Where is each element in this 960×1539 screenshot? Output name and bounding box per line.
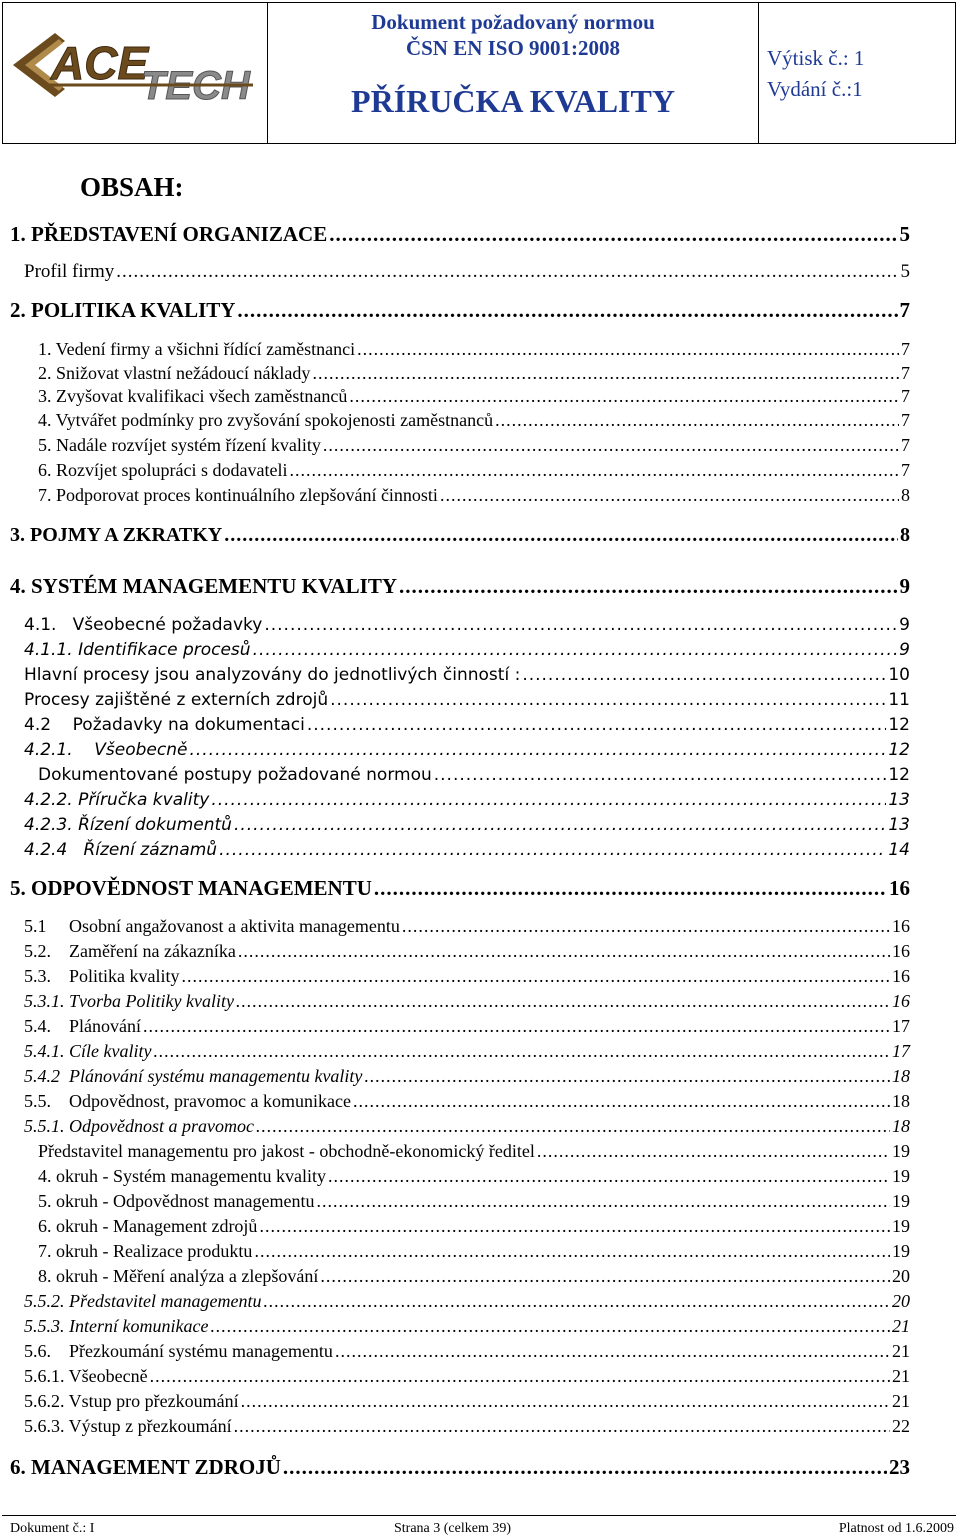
toc-entry[interactable] xyxy=(38,435,910,456)
toc-entry-leader xyxy=(357,339,899,360)
toc-entry-page: 19 xyxy=(892,1166,910,1186)
toc-entry-page: 7 xyxy=(901,386,910,406)
toc-entry[interactable] xyxy=(38,460,910,481)
toc-entry-page: 19 xyxy=(892,1216,910,1236)
toc-entry-page: 16 xyxy=(889,876,910,900)
svg-text:TECH: TECH xyxy=(141,64,250,108)
toc-entry-leader xyxy=(320,1266,890,1287)
toc-entry[interactable] xyxy=(24,690,910,710)
toc-entry-title: 1. PŘEDSTAVENÍ ORGANIZACE xyxy=(10,222,328,246)
toc-entry-title: Profil firmy xyxy=(24,261,115,282)
toc-entry[interactable] xyxy=(38,363,910,384)
header-title: PŘÍRUČKA KVALITY xyxy=(351,83,675,119)
toc-entry[interactable] xyxy=(10,574,910,599)
toc-entry[interactable] xyxy=(38,1216,910,1237)
toc-entry-page: 17 xyxy=(892,1016,910,1036)
toc-entry-leader xyxy=(182,966,891,987)
toc-entry[interactable] xyxy=(38,410,910,431)
toc-entry[interactable] xyxy=(24,1341,910,1362)
toc-entry-leader xyxy=(234,815,886,835)
toc-entry[interactable] xyxy=(38,1266,910,1287)
toc-entry-page: 10 xyxy=(888,665,910,685)
toc-entry-page: 22 xyxy=(892,1416,910,1436)
toc-entry-leader xyxy=(335,1341,890,1362)
svg-text:ACE: ACE xyxy=(51,37,149,89)
toc-entry-page: 16 xyxy=(892,966,910,986)
toc-entry-leader xyxy=(329,222,897,247)
toc-entry-page: 12 xyxy=(888,740,910,760)
header-issue: Výtisk č.: 1 xyxy=(767,46,865,70)
toc-entry-leader xyxy=(210,1316,890,1337)
footer-doc: Dokument č.: I xyxy=(10,1521,95,1536)
toc-entry-leader xyxy=(353,1091,890,1112)
toc-entry-leader xyxy=(364,1066,890,1087)
toc-entry[interactable] xyxy=(24,665,910,685)
toc-entry-leader xyxy=(254,1241,890,1262)
toc-entry-leader xyxy=(264,615,897,635)
toc-entry-page: 20 xyxy=(892,1266,910,1286)
toc-entry-leader xyxy=(283,1455,887,1480)
toc-entry[interactable] xyxy=(24,991,910,1012)
toc-entry-title: 5. okruh - Odpovědnost managementu xyxy=(38,1191,315,1211)
toc-entry-page: 11 xyxy=(888,690,910,710)
toc-entry-page: 8 xyxy=(900,524,910,546)
toc-entry[interactable] xyxy=(24,1016,910,1037)
toc-entry-page: 20 xyxy=(892,1291,910,1311)
toc-entry[interactable] xyxy=(10,876,910,901)
ace-tech-logo-icon xyxy=(3,3,267,143)
company-logo xyxy=(3,3,268,143)
toc-entry-title: 4. okruh - Systém managementu kvality xyxy=(38,1166,326,1186)
toc-entry-title: 5.6.2. Vstup pro přezkoumání xyxy=(24,1391,239,1411)
toc-entry-leader xyxy=(224,524,898,547)
header-doc-line1: Dokument požadovaný normou xyxy=(371,10,655,34)
toc-entry[interactable] xyxy=(38,1141,910,1162)
toc-entry-title: 2. Snižovat vlastní nežádoucí náklady xyxy=(38,363,311,383)
toc-entry-title: 5.6.3. Výstup z přezkoumání xyxy=(24,1416,232,1436)
toc-entry[interactable] xyxy=(24,1366,910,1387)
toc-entry-leader xyxy=(219,840,886,860)
toc-entry-page: 19 xyxy=(892,1241,910,1261)
toc-entry[interactable] xyxy=(38,485,910,506)
toc-entry[interactable] xyxy=(24,1416,910,1437)
toc-entry-leader xyxy=(211,790,886,810)
toc-entry[interactable] xyxy=(38,1191,910,1212)
toc-entry-title: 7. Podporovat proces kontinuálního zlepšování činnosti xyxy=(38,485,438,505)
toc-entry-title: 5.5.1. Odpovědnost a pravomoc xyxy=(24,1116,254,1136)
toc-entry-page: 9 xyxy=(899,640,910,660)
toc-entry-title: 5.4.2 Plánování systému managementu kvality xyxy=(24,1066,363,1086)
header-doc-line2: ČSN EN ISO 9001:2008 xyxy=(405,36,621,60)
toc-entry-title: 4.2.4 Řízení záznamů xyxy=(24,840,218,860)
toc-entry-title: 5. ODPOVĚDNOST MANAGEMENTU xyxy=(10,876,372,900)
toc-entry[interactable] xyxy=(10,524,910,547)
toc-entry-title: 5.5.2. Představitel managementu xyxy=(24,1291,262,1311)
toc-entry[interactable] xyxy=(24,261,910,283)
toc-entry-page: 18 xyxy=(892,1091,910,1111)
toc-entry[interactable] xyxy=(10,1455,910,1480)
toc-entry-title: 5.6. Přezkoumání systému managementu xyxy=(24,1341,333,1361)
toc-entry-title: 5.5. Odpovědnost, pravomoc a komunikace xyxy=(24,1091,351,1111)
toc-entry-title: 3. Zvyšovat kvalifikaci všech zaměstnanců xyxy=(38,386,348,406)
toc-entry-title: 6. MANAGEMENT ZDROJŮ xyxy=(10,1455,281,1479)
toc-entry[interactable] xyxy=(24,815,910,835)
toc-entry-title: 7. okruh - Realizace produktu xyxy=(38,1241,253,1261)
toc-entry-page: 17 xyxy=(892,1041,910,1061)
toc-entry-page: 7 xyxy=(899,298,910,322)
toc-entry-title: 4. Vytvářet podmínky pro zvyšování spokojenosti zaměstnanců xyxy=(38,410,494,430)
toc-entry[interactable] xyxy=(10,298,910,323)
toc-entry-leader xyxy=(374,876,887,901)
toc-entry[interactable] xyxy=(24,916,910,937)
toc-entry-title: 2. POLITIKA KVALITY xyxy=(10,298,236,322)
toc-entry-leader xyxy=(328,1166,890,1187)
toc-entry[interactable] xyxy=(10,222,910,247)
toc-entry-title: Představitel managementu pro jakost - obchodně-ekonomický ředitel xyxy=(38,1141,535,1161)
toc-entry[interactable] xyxy=(24,1066,910,1087)
toc-entry-leader xyxy=(312,363,899,384)
toc-entry-page: 12 xyxy=(888,765,910,785)
toc-entry-title: 4.2 Požadavky na dokumentaci xyxy=(24,715,305,735)
footer-valid: Platnost od 1.6.2009 xyxy=(838,1521,954,1536)
toc-entry-leader xyxy=(253,640,898,660)
toc-entry-leader xyxy=(153,1041,890,1062)
toc-entry-title: 5.5.3. Interní komunikace xyxy=(24,1316,209,1336)
toc-entry-leader xyxy=(330,690,886,710)
toc-entry-leader xyxy=(241,1391,890,1412)
toc-entry-title: Hlavní procesy jsou analyzovány do jednotlivých činností : xyxy=(24,665,521,685)
toc-entry[interactable] xyxy=(24,1291,910,1312)
toc-entry-leader xyxy=(256,1116,890,1137)
toc-entry-page: 16 xyxy=(892,941,910,961)
toc-entry-page: 16 xyxy=(892,916,910,936)
toc-entry[interactable] xyxy=(24,840,910,860)
toc-entry-page: 7 xyxy=(901,339,910,359)
toc-entry[interactable] xyxy=(38,1241,910,1262)
toc-entry-leader xyxy=(143,1016,890,1037)
toc-entry-title: 5.3. Politika kvality xyxy=(24,966,180,986)
toc-entry-page: 14 xyxy=(888,840,910,860)
toc-entry-leader xyxy=(434,765,887,785)
footer-page: Strana 3 (celkem 39) xyxy=(394,1521,512,1536)
toc-entry-title: 6. Rozvíjet spolupráci s dodavateli xyxy=(38,460,288,480)
toc-entry[interactable] xyxy=(24,790,910,810)
toc-entry-leader xyxy=(495,410,899,431)
toc-entry[interactable] xyxy=(24,640,910,660)
toc-entry-title: 4.2.2. Příručka kvality xyxy=(24,790,210,810)
toc-entry-leader xyxy=(150,1366,890,1387)
toc-entry-title: 4.2.3. Řízení dokumentů xyxy=(24,815,232,835)
toc-entry-title: 5.1 Osobní angažovanost a aktivita managementu xyxy=(24,916,400,936)
toc-entry-page: 16 xyxy=(892,991,910,1011)
toc-entry-page: 7 xyxy=(901,460,910,480)
toc-entry-title: 4.1. Všeobecné požadavky xyxy=(24,615,263,635)
toc-entry[interactable] xyxy=(24,1391,910,1412)
toc-entry[interactable] xyxy=(24,1091,910,1112)
toc-entry-leader xyxy=(323,435,899,456)
toc-entry-page: 18 xyxy=(892,1066,910,1086)
toc-entry-leader xyxy=(316,1191,890,1212)
toc-entry-page: 19 xyxy=(892,1141,910,1161)
header-right xyxy=(759,3,955,143)
toc-entry-page: 8 xyxy=(901,485,910,505)
toc-entry-title: 5.4. Plánování xyxy=(24,1016,141,1036)
toc-entry-title: 4.1.1. Identifikace procesů xyxy=(24,640,251,660)
toc-entry-title: 8. okruh - Měření analýza a zlepšování xyxy=(38,1266,319,1286)
toc-entry-title: 5.4.1. Cíle kvality xyxy=(24,1041,152,1061)
toc-entry-page: 18 xyxy=(892,1116,910,1136)
toc-entry-title: 5. Nadále rozvíjet systém řízení kvality xyxy=(38,435,321,455)
toc-entry-leader xyxy=(259,1216,890,1237)
toc-entry-title: 3. POJMY A ZKRATKY xyxy=(10,524,223,546)
toc-entry[interactable] xyxy=(38,1166,910,1187)
toc-entry[interactable] xyxy=(24,715,910,735)
toc-entry-page: 13 xyxy=(888,790,910,810)
toc-entry-page: 7 xyxy=(901,435,910,455)
toc-entry-leader xyxy=(440,485,899,506)
toc-entry[interactable] xyxy=(24,1316,910,1337)
toc-entry-page: 5 xyxy=(900,261,910,282)
toc-entry-leader xyxy=(289,460,899,481)
toc-entry-title: 5.6.1. Všeobecně xyxy=(24,1366,148,1386)
toc-entry-leader xyxy=(522,665,886,685)
toc-entry[interactable] xyxy=(24,1041,910,1062)
toc-entry-leader xyxy=(237,298,897,323)
toc-entry-page: 9 xyxy=(899,574,910,598)
toc-entry-leader xyxy=(263,1291,890,1312)
toc-entry[interactable] xyxy=(24,941,910,962)
toc-entry-leader xyxy=(537,1141,890,1162)
toc-entry-leader xyxy=(349,386,899,407)
toc-heading: OBSAH: xyxy=(80,172,184,202)
toc-entry-leader xyxy=(307,715,887,735)
toc-entry[interactable] xyxy=(38,386,910,407)
toc-entry-page: 12 xyxy=(888,715,910,735)
toc-entry-page: 21 xyxy=(892,1316,910,1336)
toc-entry-page: 21 xyxy=(892,1341,910,1361)
toc-entry-title: 5.2. Zaměření na zákazníka xyxy=(24,941,236,961)
toc-entry-title: 4. SYSTÉM MANAGEMENTU KVALITY xyxy=(10,574,397,598)
toc-entry-leader xyxy=(189,740,886,760)
toc-entry-page: 5 xyxy=(899,222,910,246)
toc-entry[interactable] xyxy=(24,966,910,987)
document-footer xyxy=(2,1515,956,1536)
toc-entry[interactable] xyxy=(24,1116,910,1137)
header-center xyxy=(268,3,759,143)
toc-entry-page: 21 xyxy=(892,1391,910,1411)
toc-entry-page: 13 xyxy=(888,815,910,835)
toc-entry-leader xyxy=(116,261,898,283)
toc-entry-title: 1. Vedení firmy a všichni řídící zaměstnanci xyxy=(38,339,356,359)
toc-entry-leader xyxy=(236,991,890,1012)
toc-entry-title: 4.2.1. Všeobecně xyxy=(24,740,188,760)
toc-entry-page: 7 xyxy=(901,363,910,383)
toc-entry-page: 23 xyxy=(889,1455,910,1479)
toc-entry-leader xyxy=(399,574,898,599)
document-header xyxy=(2,2,956,144)
toc-entry[interactable] xyxy=(38,339,910,360)
toc-entry-page: 7 xyxy=(901,410,910,430)
toc-entry[interactable] xyxy=(24,740,910,760)
toc-entry-title: 6. okruh - Management zdrojů xyxy=(38,1216,258,1236)
header-edition: Vydání č.:1 xyxy=(767,77,863,101)
toc-entry-page: 9 xyxy=(899,615,910,635)
toc-entry-title: Procesy zajištěné z externích zdrojů xyxy=(24,690,329,710)
toc-entry-leader xyxy=(234,1416,890,1437)
toc-entry-page: 19 xyxy=(892,1191,910,1211)
toc-entry-title: 5.3.1. Tvorba Politiky kvality xyxy=(24,991,234,1011)
toc-entry-title: Dokumentované postupy požadované normou xyxy=(38,765,432,785)
toc-entry-leader xyxy=(238,941,890,962)
toc-entry-leader xyxy=(402,916,890,937)
toc-entry-page: 21 xyxy=(892,1366,910,1386)
toc-entry[interactable] xyxy=(24,615,910,635)
toc-entry[interactable] xyxy=(38,765,910,785)
